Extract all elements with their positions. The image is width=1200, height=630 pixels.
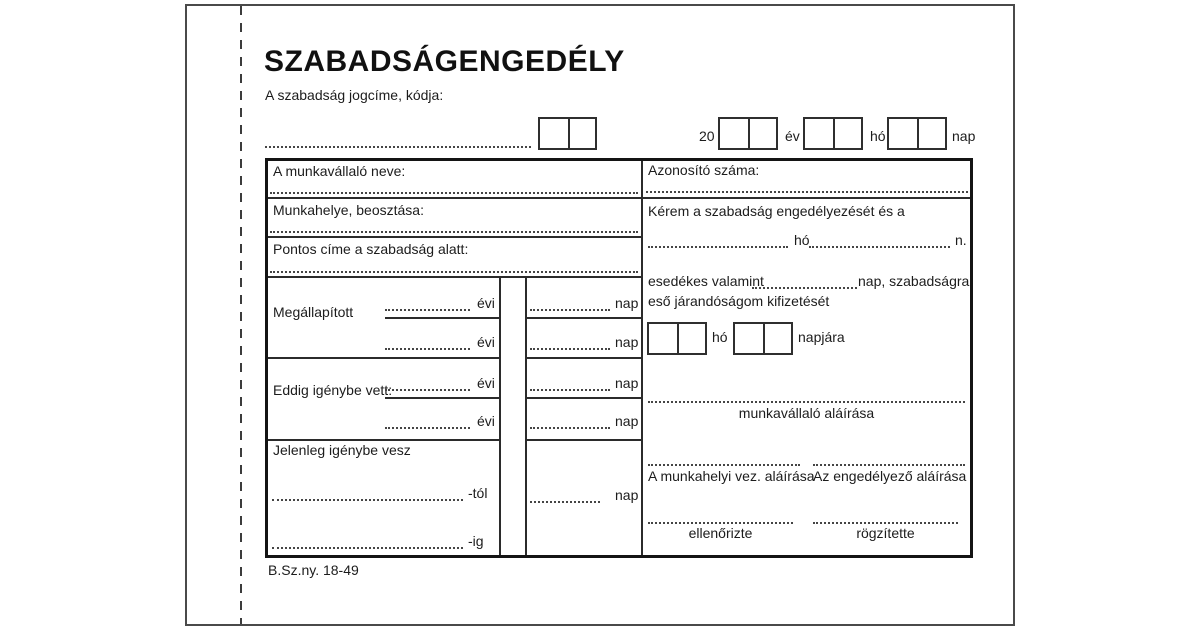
day3-fill-line <box>530 389 610 391</box>
table-center-divider <box>641 161 643 555</box>
date-year-label: év <box>785 128 800 144</box>
request-line1: Kérem a szabadság engedélyezését és a <box>648 203 905 219</box>
employee-signature-label: munkavállaló aláírása <box>738 405 875 421</box>
employee-id-label: Azonosító száma: <box>648 162 760 178</box>
manager-signature-label: A munkahelyi vez. aláírása <box>648 468 815 484</box>
granted-year2-fill-line <box>385 348 470 350</box>
year-suffix-label: évi <box>477 295 495 311</box>
pay-day-label: napjára <box>798 329 845 345</box>
due-prefix-text: esedékes valamint <box>648 273 764 289</box>
day5-fill-line <box>530 501 600 503</box>
recorded-label: rögzítette <box>856 525 915 541</box>
approver-signature-label: Az engedélyező aláírása <box>813 468 967 484</box>
day-cell-separator <box>525 397 641 399</box>
checked-label: ellenőrizte <box>688 525 753 541</box>
request-month-fill-line <box>648 246 788 248</box>
workplace-fill-line <box>270 231 638 233</box>
day-cell-separator <box>525 357 641 359</box>
leave-code-fill-line <box>265 146 531 148</box>
address-label: Pontos címe a szabadság alatt: <box>273 241 469 257</box>
leave-code-box <box>538 117 597 150</box>
day-suffix-label: nap <box>615 375 639 391</box>
approver-signature-line <box>813 464 965 466</box>
due-days-fill-line <box>752 287 857 289</box>
form-table <box>265 158 973 558</box>
pay-month-label: hó <box>712 329 728 345</box>
form-number: B.Sz.ny. 18-49 <box>268 562 359 578</box>
employee-signature-line <box>648 401 965 403</box>
date-day-label: nap <box>952 128 976 144</box>
recorded-signature-line <box>813 522 958 524</box>
manager-signature-line <box>648 464 800 466</box>
leave-code-label: A szabadság jogcíme, kódja: <box>265 87 444 103</box>
due-suffix-text: nap, szabadságra <box>858 273 970 289</box>
granted-label: Megállapított <box>273 304 354 320</box>
section-separator <box>268 439 499 441</box>
date-month-box <box>803 117 863 150</box>
used-year2-fill-line <box>385 427 470 429</box>
day-suffix-label: nap <box>615 487 639 503</box>
date-year-box <box>718 117 778 150</box>
day-cell-separator <box>525 317 641 319</box>
row-separator <box>268 236 641 238</box>
employee-name-label: A munkavállaló neve: <box>273 163 406 179</box>
granted-year1-fill-line <box>385 309 470 311</box>
used-label: Eddig igénybe vett: <box>273 382 393 398</box>
day-suffix-label: nap <box>615 334 639 350</box>
employee-name-fill-line <box>270 192 638 194</box>
current-label: Jelenleg igénybe vesz <box>273 442 411 458</box>
request-day-fill-line <box>809 246 950 248</box>
day-suffix-label: nap <box>615 413 639 429</box>
date-day-box <box>887 117 947 150</box>
day-suffix-label: nap <box>615 295 639 311</box>
perforation-dashed-line <box>240 6 242 624</box>
request-month-suffix: hó <box>794 232 810 248</box>
section-separator <box>268 357 499 359</box>
workplace-label: Munkahelye, beosztása: <box>273 202 424 218</box>
year-suffix-label: évi <box>477 334 495 350</box>
row-separator <box>268 197 970 199</box>
address-fill-line <box>270 271 638 273</box>
form-title: SZABADSÁGENGEDÉLY <box>264 45 625 78</box>
pay-day-box <box>733 322 793 355</box>
to-suffix-label: -ig <box>468 533 484 549</box>
year-suffix-label: évi <box>477 375 495 391</box>
spacer-column-left-border <box>499 276 501 555</box>
day4-fill-line <box>530 427 610 429</box>
checked-signature-line <box>648 522 793 524</box>
day2-fill-line <box>530 348 610 350</box>
current-to-fill-line <box>272 547 463 549</box>
day1-fill-line <box>530 309 610 311</box>
request-day-abbrev: n. <box>955 232 967 248</box>
day-cell-separator <box>525 439 641 441</box>
from-suffix-label: -tól <box>468 485 488 501</box>
payment-line-text: eső járandóságom kifizetését <box>648 293 830 309</box>
current-from-fill-line <box>272 499 463 501</box>
year-entry-underline <box>385 317 499 319</box>
year-suffix-label: évi <box>477 413 495 429</box>
pay-month-box <box>647 322 707 355</box>
date-month-label: hó <box>870 128 886 144</box>
year-entry-underline <box>385 397 499 399</box>
used-year1-fill-line <box>385 389 470 391</box>
row-separator <box>268 276 641 278</box>
employee-id-fill-line <box>646 191 968 193</box>
date-century-prefix: 20 <box>699 128 715 144</box>
